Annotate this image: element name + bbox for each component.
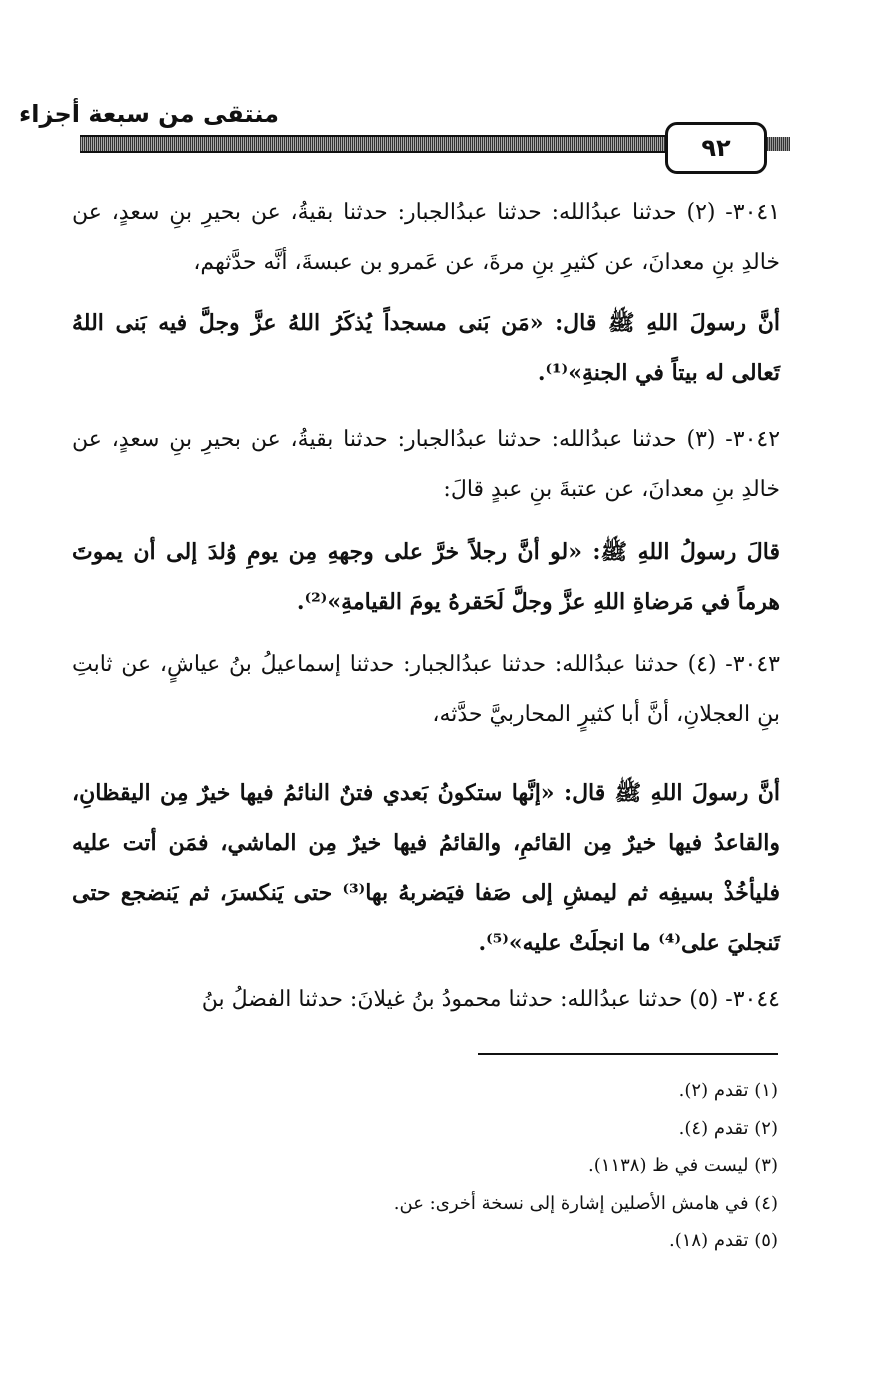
running-title: منتقى من سبعة أجزاء <box>19 100 279 128</box>
footnote-item: (٢) تقدم (٤). <box>678 1117 778 1139</box>
isnad-paragraph-3044: ٣٠٤٤- (٥) حدثنا عبدُالله: حدثنا محمودُ بنُ غيلانَ: حدثنا الفضلُ بنُ <box>201 987 780 1012</box>
header-rule <box>80 135 765 153</box>
hadith-text-3041: أنَّ رسولَ اللهِ ﷺ قال: «مَن بَنى مسجداً يُذكَرُ اللهُ عزَّ وجلَّ فيه بَنى اللهُ تَعالى له بيتاً في الجنةِ»⁽¹⁾. <box>72 310 780 386</box>
footnote-item: (٤) في هامش الأصلين إشارة إلى نسخة أخرى: عن. <box>393 1192 778 1214</box>
isnad-paragraph-3042: ٣٠٤٢- (٣) حدثنا عبدُالله: حدثنا عبدُالجبار: حدثنا بقيةُ، عن بحيرِ بنِ سعدٍ، عن خالدِ بنِ معدانَ، عن عتبةَ بنِ عبدٍ قالَ: <box>72 427 781 502</box>
isnad-paragraph-3043: ٣٠٤٣- (٤) حدثنا عبدُالله: حدثنا عبدُالجبار: حدثنا إسماعيلُ بنُ عياشٍ، عن ثابتِ بنِ العجلانِ، أنَّ أبا كثيرٍ المحاربيَّ حدَّثه، <box>72 652 780 727</box>
page-number: ٩٢ <box>665 122 767 174</box>
hadith-text-3042: قالَ رسولُ اللهِ ﷺ: «لو أنَّ رجلاً خرَّ على وجههِ مِن يومِ وُلدَ إلى أن يموتَ هرماً في مَرضاةِ اللهِ عزَّ وجلَّ لَحَقرهُ يومَ القيامةِ»⁽²⁾. <box>72 539 780 615</box>
footnote-item: (٥) تقدم (١٨). <box>669 1230 778 1251</box>
footnote-separator <box>478 1053 778 1055</box>
hadith-text-3043: أنَّ رسولَ اللهِ ﷺ قال: «إنَّها ستكونُ بَعدي فتنٌ النائمُ فيها خيرٌ مِن اليقظانِ، والقاعدُ فيها خيرٌ مِن القائمِ، والقائمُ فيها خيرٌ مِن الماشي، فمَن أتت عليه فليأخُذْ بسيفِه ثم ليمشِ إلى صَفا فيَضربهُ بها⁽³⁾ حتى يَنكسرَ، ثم يَنضجع حتى تَنجليَ على⁽⁴⁾ ما انجلَتْ عليه»⁽⁵⁾. <box>72 780 781 956</box>
isnad-paragraph-3041: ٣٠٤١- (٢) حدثنا عبدُالله: حدثنا عبدُالجبار: حدثنا بقيةُ، عن بحيرِ بنِ سعدٍ، عن خالدِ بنِ معدانَ، عن كثيرِ بنِ مرةَ، عن عَمرو بن عبسةَ، أنَّه حدَّثهم، <box>72 200 781 275</box>
footnotes-list <box>300 1072 778 1260</box>
footnote-item: (٣) ليست في ظ (١١٣٨). <box>588 1155 778 1176</box>
header-rule-stub <box>765 137 790 151</box>
footnote-item: (١) تقدم (٢). <box>678 1080 778 1101</box>
